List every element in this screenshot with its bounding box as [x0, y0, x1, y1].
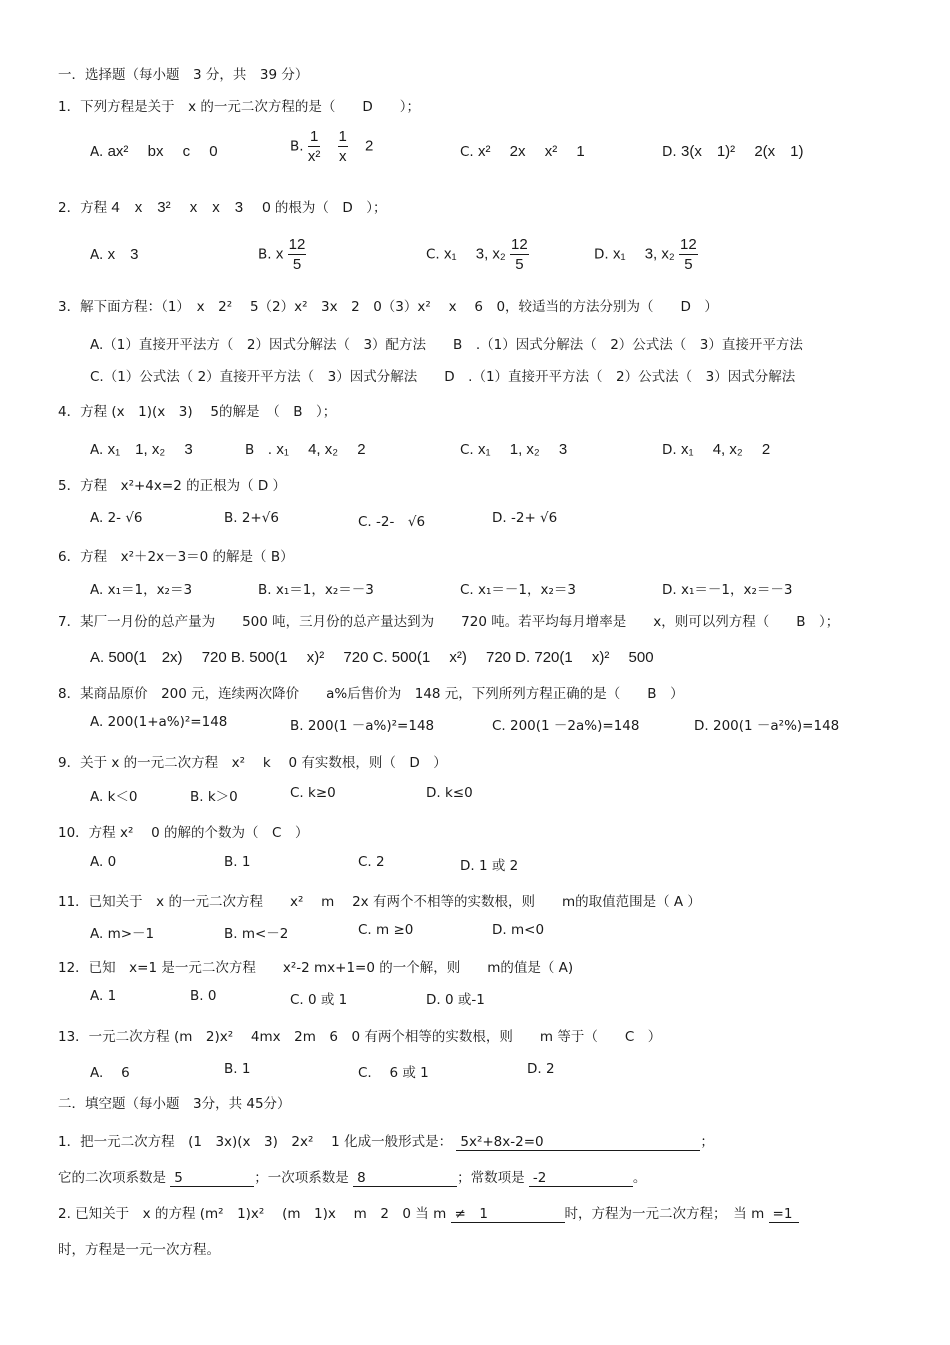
q12-option-b: B. 0 — [190, 988, 217, 1004]
q1-option-c-expr: x² 2x x² 1 — [478, 143, 585, 160]
q4-stem: 4．方程 (x 1)(x 3) 5的解是 （ B ）； — [58, 404, 337, 420]
fill1-quadratic-coefficient-answer: 5 — [170, 1170, 254, 1187]
section-heading-choice: 一．选择题（每小题 3 分，共 39 分） — [58, 67, 309, 83]
section-heading-fill: 二．填空题（每小题 3分，共 45分） — [58, 1096, 291, 1112]
q10-option-c: C. 2 — [358, 854, 385, 870]
fill2-line1: 2. 已知关于 x 的方程 (m² 1)x² (m 1)x m 2 0 当 m ≠ 1 时，方程为一元二次方程； 当 m =1 — [58, 1202, 799, 1223]
q8-stem: 8．某商品原价 200 元，连续两次降价 a%后售价为 148 元，下列所列方程正确的是（ B ） — [58, 686, 684, 702]
q4-option-c: C. x₁ 1, x₂ 3 — [460, 441, 568, 458]
q11-option-b: B. m<－2 — [224, 926, 289, 942]
q12-stem: 12．已知 x=1 是一元二次方程 x²-2 mx+1=0 的一个解，则 m的值是（ A) — [58, 960, 574, 976]
fill2-line2: 时，方程是一元一次方程。 — [58, 1242, 220, 1258]
q1-option-b-frac1: $\frac{1}{\text{x²}}$ — [307, 128, 321, 165]
fill1-linear-coefficient-answer: 8 — [353, 1170, 457, 1187]
q2-option-d: D. x₁ 3, x₂ $\frac{12}{5}$ — [594, 236, 697, 273]
q2-option-c: C. x₁ 3, x₂ $\frac{12}{5}$ — [426, 236, 528, 273]
q10-stem: 10．方程 x² 0 的解的个数为（ C ） — [58, 825, 309, 841]
q11-option-c: C. m ≥0 — [358, 922, 414, 938]
q1-option-b-frac2: $\frac{1}{x}$ — [338, 128, 347, 165]
fill2-question-text: 2. 已知关于 x 的方程 (m² 1)x² (m 1)x m 2 0 当 m — [58, 1206, 447, 1222]
q4-option-b: B . x₁ 4, x₂ 2 — [245, 441, 366, 458]
q6-option-d: D. x₁＝－1，x₂＝－3 — [662, 582, 793, 598]
q13-option-c: C. 6 或 1 — [358, 1065, 429, 1081]
q1-option-d — [662, 140, 804, 161]
q7-options: A. 500(1 2x) 720 B. 500(1 x)² 720 C. 500(1 x²) 720 D. 720(1 x)² 500 — [90, 649, 654, 666]
q1-option-d-label: D. — [662, 144, 677, 160]
q12-option-a: A. 1 — [90, 988, 117, 1004]
q5-stem: 5．方程 x²+4x=2 的正根为（ D ） — [58, 478, 287, 494]
q1-option-c-label: C. — [460, 144, 474, 160]
q9-option-a: A. k＜0 — [90, 789, 138, 805]
q5-option-a: A. 2- √6 — [90, 510, 143, 526]
q9-option-b: B. k＞0 — [190, 789, 238, 805]
q8-option-b: B. 200(1 －a%)²=148 — [290, 718, 435, 734]
fill1-line1: 1．把一元二次方程 (1 3x)(x 3) 2x² 1 化成一般形式是： 5x²+8x-2=0 ； — [58, 1134, 714, 1150]
q3-stem: 3．解下面方程：（1） x 2² 5（2）x² 3x 2 0（3）x² x 6 0，较适当的方法分别为（ D ） — [58, 299, 718, 315]
q13-option-b: B. 1 — [224, 1061, 251, 1077]
q1-option-b-label: B. — [290, 138, 304, 155]
q9-option-d: D. k≤0 — [426, 785, 473, 801]
q11-stem: 11．已知关于 x 的一元二次方程 x² m 2x 有两个不相等的实数根，则 m的取值范围是（ A ） — [58, 894, 701, 910]
q6-stem: 6．方程 x²＋2x－3＝0 的解是（ B） — [58, 549, 294, 565]
q13-option-d: D. 2 — [527, 1061, 555, 1077]
q2-stem: 2．方程 4 x 3² x x 3 0 的根为（ D ）； — [58, 199, 387, 216]
q10-option-d: D. 1 或 2 — [460, 858, 519, 874]
q5-option-d: D. -2+ √6 — [492, 510, 558, 526]
q13-option-a: A. 6 — [90, 1065, 130, 1081]
q6-option-b: B. x₁＝1，x₂＝－3 — [258, 582, 374, 598]
q8-option-a: A. 200(1+a%)²=148 — [90, 714, 228, 730]
q1-option-a — [90, 140, 218, 161]
q3-options-cd: C.（1）公式法（ 2）直接开平方法（ 3）因式分解法 D .（1）直接开平方法（ 2）公式法（ 3）因式分解法 — [90, 369, 796, 385]
q12-option-d: D. 0 或-1 — [426, 992, 485, 1008]
q1-option-d-expr: 3(x 1)² 2(x 1) — [680, 143, 804, 160]
fill2-quadratic-condition-answer: ≠ 1 — [451, 1202, 565, 1223]
q2-option-b: B. x $\frac{12}{5}$ — [258, 236, 306, 273]
q7-stem: 7．某厂一月份的总产量为 500 吨，三月份的总产量达到为 720 吨。若平均每月增率是 x，则可以列方程（ B ）； — [58, 614, 840, 630]
q1-option-b: B. $\frac{1}{\text{x²}}$ $\frac{1}{x}$ 2 — [290, 128, 374, 165]
q4-option-a: A. x₁ 1, x₂ 3 — [90, 441, 193, 458]
q9-option-c: C. k≥0 — [290, 785, 336, 801]
q11-option-a: A. m>－1 — [90, 926, 155, 942]
fill1-question-text: 1．把一元二次方程 (1 3x)(x 3) 2x² 1 化成一般形式是： — [58, 1134, 453, 1150]
q2-option-a: A. x 3 — [90, 246, 139, 263]
q3-options-ab: A.（1）直接开平法方（ 2）因式分解法（ 3）配方法 B .（1）因式分解法（ 2）公式法（ 3）直接开平方法 — [90, 337, 803, 353]
q6-option-a: A. x₁＝1，x₂＝3 — [90, 582, 193, 598]
q10-option-a: A. 0 — [90, 854, 117, 870]
q13-stem: 13．一元二次方程 (m 2)x² 4mx 2m 6 0 有两个相等的实数根，则 m 等于（ C ） — [58, 1029, 662, 1045]
q11-option-d: D. m<0 — [492, 922, 545, 938]
q1-option-c — [460, 140, 585, 161]
q8-option-c: C. 200(1 －2a%)=148 — [492, 718, 640, 734]
fill2-linear-condition-answer: =1 — [769, 1206, 799, 1223]
fill1-general-form-answer: 5x²+8x-2=0 — [456, 1134, 700, 1151]
q12-option-c: C. 0 或 1 — [290, 992, 348, 1008]
q8-option-d: D. 200(1 －a²%)=148 — [694, 718, 840, 734]
q1-option-a-expr: ax² bx c 0 — [107, 143, 218, 160]
q5-option-b: B. 2+√6 — [224, 510, 279, 526]
q5-option-c: C. -2- √6 — [358, 514, 426, 530]
q9-stem: 9．关于 x 的一元二次方程 x² k 0 有实数根，则（ D ） — [58, 755, 447, 771]
fill1-line2: 它的二次项系数是 5 ；一次项系数是 8 ；常数项是 -2 。 — [58, 1170, 647, 1186]
fill1-constant-term-answer: -2 — [529, 1170, 633, 1187]
q4-option-d: D. x₁ 4, x₂ 2 — [662, 441, 771, 458]
q10-option-b: B. 1 — [224, 854, 251, 870]
q1-option-a-label: A. — [90, 144, 104, 160]
q6-option-c: C. x₁＝－1，x₂＝3 — [460, 582, 576, 598]
q1-stem: 1．下列方程是关于 x 的一元二次方程的是（ D ）； — [58, 99, 421, 115]
